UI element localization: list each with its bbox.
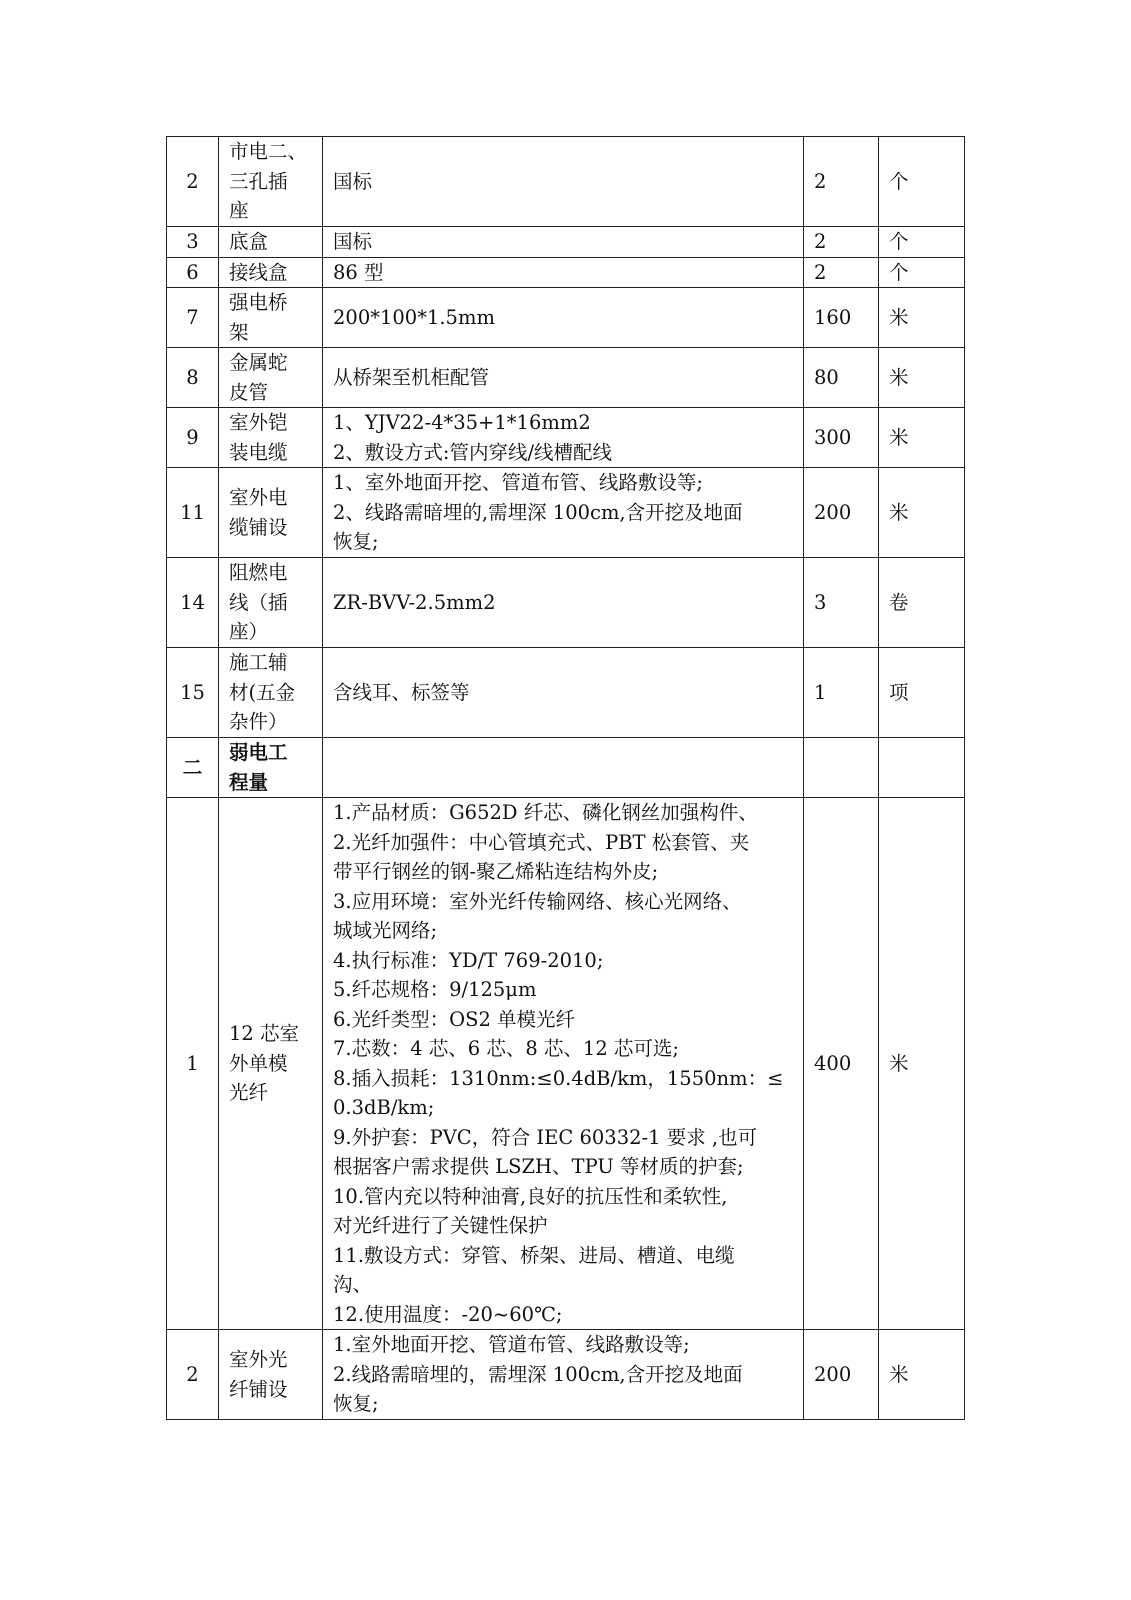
item-spec-line: ZR-BVV-2.5mm2 — [333, 590, 496, 614]
item-name-line: 座 — [229, 199, 249, 223]
item-name-line: 三孔插 — [229, 169, 288, 193]
item-spec-line: 2、敷设方式:管内穿线/线槽配线 — [333, 440, 613, 464]
item-spec — [323, 1330, 804, 1420]
item-spec — [323, 408, 804, 468]
item-name-line: 杂件） — [229, 710, 288, 734]
item-name — [219, 227, 323, 258]
item-spec-line: 1、YJV22-4*35+1*16mm2 — [333, 411, 591, 434]
item-spec-line: 城域光网络; — [333, 919, 438, 942]
item-spec-line: 86 型 — [333, 260, 384, 284]
item-name — [219, 648, 323, 738]
item-spec-line: 带平行钢丝的钢-聚乙烯粘连结构外皮; — [333, 860, 659, 883]
item-name-line: 外单模 — [229, 1051, 288, 1075]
item-name-line: 线（插 — [229, 590, 288, 614]
table-row — [167, 468, 965, 558]
row-number: 1 — [167, 798, 219, 1330]
item-name — [219, 348, 323, 408]
item-spec-line: 国标 — [333, 230, 373, 253]
item-unit: 个 — [879, 227, 965, 258]
item-unit: 米 — [879, 798, 965, 1330]
item-spec-line: 1.产品材质：G652D 纤芯、磷化钢丝加强构件、 — [333, 801, 758, 824]
item-quantity — [804, 738, 879, 798]
item-unit: 米 — [879, 348, 965, 408]
item-spec-line: 8.插入损耗：1310nm:≤0.4dB/km，1550nm：≤ — [333, 1066, 784, 1090]
item-spec-line: 对光纤进行了关键性保护 — [333, 1214, 548, 1237]
item-quantity: 300 — [804, 408, 879, 468]
table-row — [167, 408, 965, 468]
row-number: 2 — [167, 137, 219, 227]
item-name-line: 光纤 — [229, 1081, 269, 1105]
item-spec — [323, 288, 804, 348]
item-name-line: 12 芯室 — [229, 1022, 300, 1046]
row-number: 2 — [167, 1330, 219, 1420]
item-spec — [323, 348, 804, 408]
row-number: 9 — [167, 408, 219, 468]
table-row — [167, 227, 965, 258]
item-name — [219, 288, 323, 348]
table-row — [167, 798, 965, 1330]
table-row — [167, 558, 965, 648]
item-unit — [879, 738, 965, 798]
item-name-line: 市电二、 — [229, 140, 308, 164]
item-spec — [323, 227, 804, 258]
item-spec-line: 2.线路需暗埋的，需埋深 100cm,含开挖及地面 — [333, 1362, 743, 1386]
item-unit: 米 — [879, 408, 965, 468]
item-name-line: 施工辅 — [229, 651, 288, 675]
table-row — [167, 348, 965, 408]
item-quantity: 200 — [804, 468, 879, 558]
item-spec — [323, 798, 804, 1330]
item-name — [219, 137, 323, 227]
item-spec-line: 含线耳、标签等 — [333, 680, 470, 704]
item-spec-line: 6.光纤类型：OS2 单模光纤 — [333, 1007, 576, 1031]
item-spec — [323, 137, 804, 227]
item-unit: 个 — [879, 137, 965, 227]
item-name-line: 装电缆 — [229, 440, 288, 464]
item-spec-line: 1.室外地面开挖、管道布管、线路敷设等; — [333, 1333, 690, 1357]
item-name — [219, 257, 323, 288]
row-number: 二 — [167, 738, 219, 798]
item-quantity: 400 — [804, 798, 879, 1330]
item-name — [219, 798, 323, 1330]
item-spec-line: 10.管内充以特种油膏,良好的抗压性和柔软性, — [333, 1184, 728, 1208]
item-spec-line: 7.芯数：4 芯、6 芯、8 芯、12 芯可选; — [333, 1037, 680, 1060]
item-name-line: 架 — [229, 320, 249, 344]
item-name-line: 程量 — [229, 770, 269, 794]
item-spec-line: 2.光纤加强件：中心管填充式、PBT 松套管、夹 — [333, 830, 750, 854]
item-quantity: 2 — [804, 227, 879, 258]
item-quantity: 2 — [804, 257, 879, 288]
item-unit: 米 — [879, 468, 965, 558]
row-number: 8 — [167, 348, 219, 408]
item-name — [219, 468, 323, 558]
item-unit: 个 — [879, 257, 965, 288]
item-name-line: 皮管 — [229, 380, 269, 404]
item-name-line: 室外铠 — [229, 411, 288, 434]
item-quantity: 3 — [804, 558, 879, 648]
item-spec-line: 沟、 — [333, 1273, 373, 1296]
item-unit: 卷 — [879, 558, 965, 648]
item-spec-line: 11.敷设方式：穿管、桥架、进局、槽道、电缆 — [333, 1243, 735, 1267]
item-name — [219, 558, 323, 648]
item-quantity: 80 — [804, 348, 879, 408]
row-number: 15 — [167, 648, 219, 738]
item-spec-line: 12.使用温度：-20~60℃; — [333, 1302, 563, 1326]
item-name-line: 缆铺设 — [229, 515, 288, 539]
item-spec-line: 根据客户需求提供 LSZH、TPU 等材质的护套; — [333, 1155, 744, 1178]
materials-table-body — [167, 137, 965, 1420]
item-spec-line: 200*100*1.5mm — [333, 305, 495, 329]
item-spec-line: 5.纤芯规格：9/125μm — [333, 978, 537, 1001]
table-row — [167, 137, 965, 227]
item-spec-line: 国标 — [333, 169, 373, 193]
item-name-line: 接线盒 — [229, 260, 288, 284]
table-section-row — [167, 738, 965, 798]
table-row — [167, 648, 965, 738]
item-spec — [323, 738, 804, 798]
item-spec-line: 9.外护套：PVC，符合 IEC 60332-1 要求 ,也可 — [333, 1125, 758, 1149]
item-spec-line: 恢复; — [333, 530, 379, 554]
item-spec-line: 2、线路需暗埋的,需埋深 100cm,含开挖及地面 — [333, 500, 743, 524]
table-row — [167, 1330, 965, 1420]
item-spec — [323, 558, 804, 648]
item-spec-line: 0.3dB/km; — [333, 1096, 435, 1119]
item-unit: 项 — [879, 648, 965, 738]
item-name-line: 材(五金 — [229, 680, 296, 704]
item-name — [219, 1330, 323, 1420]
item-spec-line: 从桥架至机柜配管 — [333, 365, 490, 389]
item-spec — [323, 468, 804, 558]
row-number: 6 — [167, 257, 219, 288]
item-unit: 米 — [879, 1330, 965, 1420]
table-row — [167, 257, 965, 288]
item-name — [219, 408, 323, 468]
item-name-line: 强电桥 — [229, 291, 288, 314]
materials-table — [166, 136, 965, 1420]
row-number: 7 — [167, 288, 219, 348]
row-number: 14 — [167, 558, 219, 648]
row-number: 3 — [167, 227, 219, 258]
item-spec-line: 3.应用环境：室外光纤传输网络、核心光网络、 — [333, 889, 742, 913]
item-quantity: 2 — [804, 137, 879, 227]
item-quantity: 1 — [804, 648, 879, 738]
item-unit: 米 — [879, 288, 965, 348]
table-row — [167, 288, 965, 348]
item-name-line: 底盒 — [229, 230, 269, 253]
item-name-line: 弱电工 — [229, 741, 288, 764]
item-quantity: 160 — [804, 288, 879, 348]
item-spec-line: 1、室外地面开挖、管道布管、线路敷设等; — [333, 471, 703, 495]
item-name-line: 阻燃电 — [229, 561, 288, 585]
item-name-line: 室外电 — [229, 486, 288, 509]
item-spec-line: 4.执行标准：YD/T 769-2010; — [333, 948, 604, 972]
item-quantity: 200 — [804, 1330, 879, 1420]
item-name-line: 座） — [229, 620, 269, 644]
item-name — [219, 738, 323, 798]
item-name-line: 纤铺设 — [229, 1377, 288, 1401]
item-name-line: 金属蛇 — [229, 351, 288, 374]
item-spec — [323, 648, 804, 738]
item-spec-line: 恢复; — [333, 1392, 379, 1416]
item-spec — [323, 257, 804, 288]
row-number: 11 — [167, 468, 219, 558]
item-name-line: 室外光 — [229, 1348, 288, 1371]
